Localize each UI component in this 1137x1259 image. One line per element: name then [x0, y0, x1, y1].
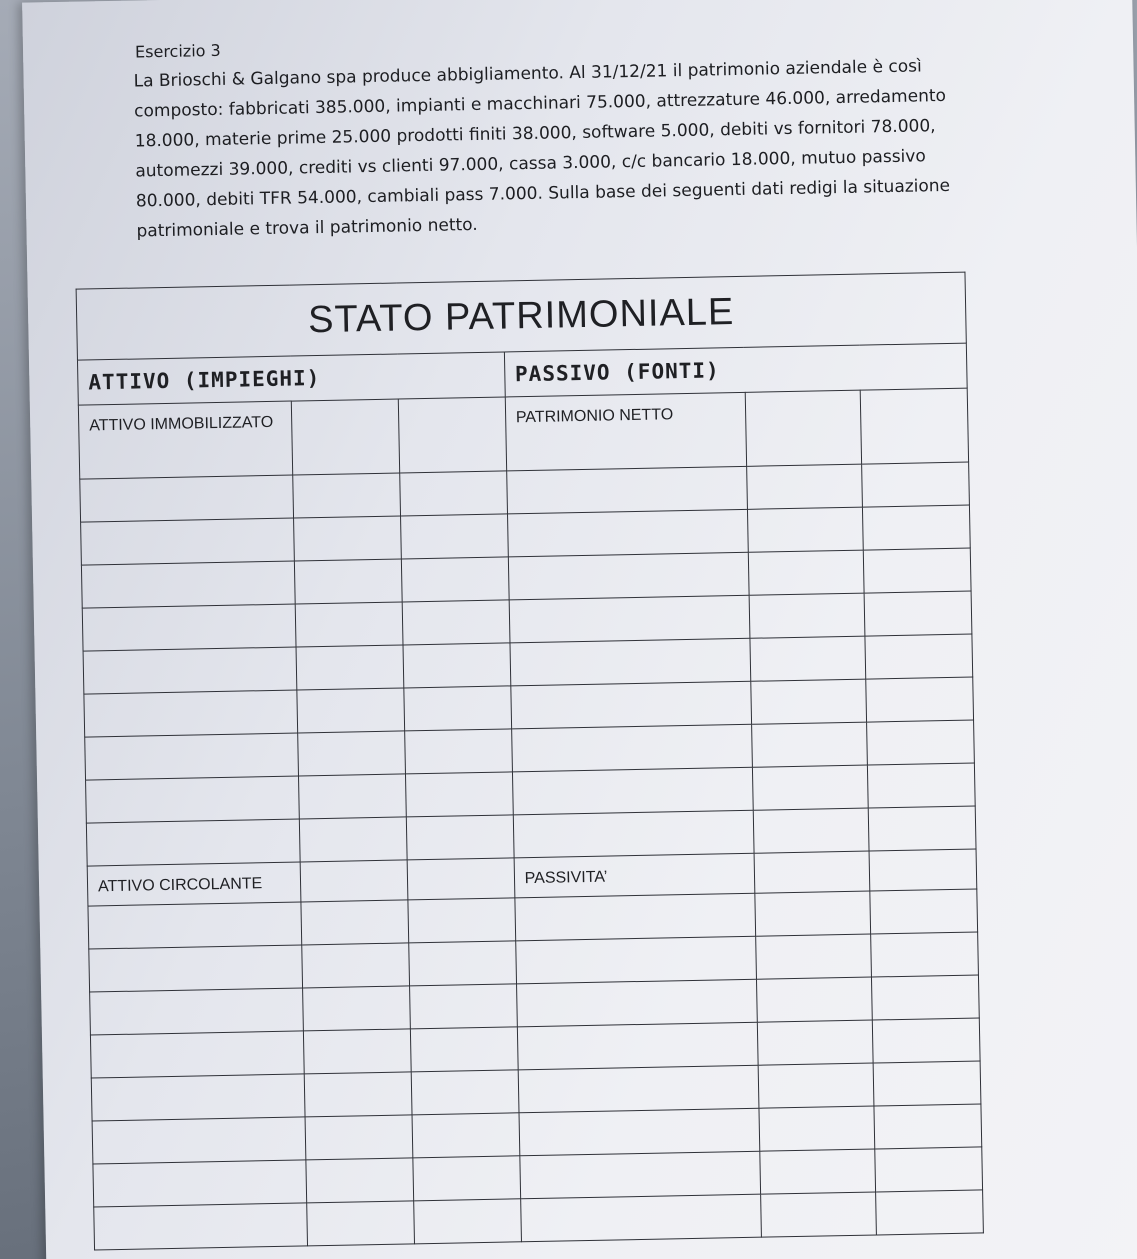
blank-cell[interactable] — [305, 1115, 412, 1160]
blank-cell[interactable] — [89, 945, 303, 992]
blank-cell[interactable] — [406, 815, 513, 860]
blank-cell[interactable] — [409, 941, 516, 986]
blank-cell[interactable] — [401, 514, 508, 559]
blank-cell[interactable] — [864, 591, 972, 636]
blank-cell[interactable] — [511, 724, 752, 772]
blank-cell[interactable] — [758, 1063, 874, 1108]
blank-cell[interactable] — [92, 1117, 306, 1164]
blank-cell[interactable] — [296, 645, 403, 690]
blank-cell[interactable] — [752, 765, 868, 810]
blank-cell[interactable] — [509, 595, 750, 643]
blank-cell[interactable] — [876, 1190, 984, 1235]
blank-cell[interactable] — [873, 1061, 981, 1106]
blank-cell[interactable] — [750, 679, 866, 724]
blank-cell[interactable] — [303, 986, 410, 1031]
blank-cell[interactable] — [515, 936, 756, 984]
blank-cell[interactable] — [301, 860, 408, 902]
blank-cell[interactable] — [90, 1031, 304, 1078]
blank-cell[interactable] — [402, 600, 509, 645]
blank-cell[interactable] — [754, 851, 870, 893]
blank-cell[interactable] — [517, 1022, 758, 1070]
blank-cell[interactable] — [755, 934, 871, 979]
attivo-circolante-label: ATTIVO CIRCOLANTE — [87, 862, 301, 906]
blank-cell[interactable] — [90, 988, 304, 1035]
blank-cell[interactable] — [519, 1108, 760, 1156]
blank-cell[interactable] — [411, 1070, 518, 1115]
blank-cell[interactable] — [862, 462, 970, 507]
blank-cell[interactable] — [520, 1151, 761, 1199]
blank-cell[interactable] — [864, 548, 972, 593]
blank-cell[interactable] — [860, 388, 968, 464]
blank-cell[interactable] — [405, 729, 512, 774]
blank-cell[interactable] — [874, 1104, 982, 1149]
blank-cell[interactable] — [80, 475, 294, 522]
blank-cell[interactable] — [85, 733, 299, 780]
blank-cell[interactable] — [81, 561, 295, 608]
blank-cell[interactable] — [869, 806, 977, 851]
blank-cell[interactable] — [745, 390, 862, 466]
blank-cell[interactable] — [866, 677, 974, 722]
blank-cell[interactable] — [298, 731, 405, 776]
blank-cell[interactable] — [506, 466, 747, 514]
exercise-text: La Brioschi & Galgano spa produce abbigliamento. Al 31/12/21 il patrimonio aziendale è così composto: fabbricati 385.000, impianti e macchinari 75.000, attrezzature 46.000, arredamento 18.000, materie prime 25.000 prodotti finiti 38.000, software 5.000, debiti vs fornitori 78.000, automezzi 39.000, crediti vs clienti 97.000, cassa 3.000, c/c bancario 18.000, mutuo passivo 80.000, debiti TFR 54.000, cambiali pass 7.000. Sulla base dei seguenti dati redigi la situazione patrimoniale e trova il patrimonio netto. — [133, 56, 951, 242]
blank-cell[interactable] — [302, 943, 409, 988]
blank-cell[interactable] — [863, 505, 971, 550]
blank-cell[interactable] — [747, 507, 863, 552]
blank-cell[interactable] — [94, 1203, 308, 1250]
blank-cell[interactable] — [865, 634, 973, 679]
blank-cell[interactable] — [513, 810, 754, 858]
attivo-header: ATTIVO (IMPIEGHI) — [77, 352, 504, 405]
blank-cell[interactable] — [296, 602, 403, 647]
blank-cell[interactable] — [81, 518, 295, 565]
blank-cell[interactable] — [82, 604, 296, 651]
blank-cell[interactable] — [400, 471, 507, 516]
blank-cell[interactable] — [412, 1113, 519, 1158]
blank-cell[interactable] — [299, 774, 406, 819]
blank-cell[interactable] — [86, 776, 300, 823]
blank-cell[interactable] — [756, 977, 872, 1022]
blank-cell[interactable] — [307, 1201, 414, 1246]
blank-cell[interactable] — [413, 1156, 520, 1201]
worksheet-page — [22, 0, 1137, 1259]
blank-cell[interactable] — [507, 509, 748, 557]
blank-cell[interactable] — [294, 516, 401, 561]
blank-cell[interactable] — [512, 767, 753, 815]
attivo-immobilizzato-label: ATTIVO IMMOBILIZZATO — [78, 401, 293, 479]
blank-cell[interactable] — [91, 1074, 305, 1121]
blank-cell[interactable] — [757, 1020, 873, 1065]
blank-cell[interactable] — [403, 643, 510, 688]
blank-cell[interactable] — [408, 898, 515, 943]
blank-cell[interactable] — [872, 975, 980, 1020]
blank-cell[interactable] — [867, 720, 975, 765]
balance-sheet-table — [76, 272, 984, 1251]
exercise-title: Esercizio 3 — [134, 40, 221, 62]
blank-cell[interactable] — [518, 1065, 759, 1113]
balance-sheet-title: STATO PATRIMONIALE — [76, 272, 966, 360]
blank-cell[interactable] — [86, 819, 300, 866]
blank-cell[interactable] — [873, 1018, 981, 1063]
blank-cell[interactable] — [753, 808, 869, 853]
blank-cell[interactable] — [511, 681, 752, 729]
blank-cell[interactable] — [398, 397, 506, 473]
blank-cell[interactable] — [515, 893, 756, 941]
passivo-header: PASSIVO (FONTI) — [504, 343, 967, 397]
blank-cell[interactable] — [401, 557, 508, 602]
blank-cell[interactable] — [871, 932, 979, 977]
blank-cell[interactable] — [406, 772, 513, 817]
blank-cell[interactable] — [508, 552, 749, 600]
blank-cell[interactable] — [414, 1199, 521, 1244]
blank-cell[interactable] — [760, 1149, 876, 1194]
blank-cell[interactable] — [520, 1194, 761, 1242]
blank-cell[interactable] — [300, 817, 407, 862]
blank-cell[interactable] — [410, 984, 517, 1029]
blank-cell[interactable] — [870, 889, 978, 934]
blank-cell[interactable] — [868, 763, 976, 808]
blank-cell[interactable] — [306, 1158, 413, 1203]
blank-cell[interactable] — [295, 559, 402, 604]
blank-cell[interactable] — [750, 636, 866, 681]
blank-cell[interactable] — [746, 464, 862, 509]
blank-cell[interactable] — [759, 1106, 875, 1151]
patrimonio-netto-label: PATRIMONIO NETTO — [505, 392, 746, 471]
blank-cell[interactable] — [410, 1027, 517, 1072]
blank-cell[interactable] — [751, 722, 867, 767]
blank-cell[interactable] — [407, 858, 514, 900]
blank-cell[interactable] — [84, 690, 298, 737]
blank-cell[interactable] — [869, 849, 976, 891]
blank-cell[interactable] — [297, 688, 404, 733]
blank-cell[interactable] — [305, 1072, 412, 1117]
blank-cell[interactable] — [293, 473, 400, 518]
blank-cell[interactable] — [292, 399, 400, 475]
blank-cell[interactable] — [760, 1192, 876, 1237]
blank-cell[interactable] — [875, 1147, 983, 1192]
blank-cell[interactable] — [88, 902, 302, 949]
blank-cell[interactable] — [83, 647, 297, 694]
blank-cell[interactable] — [93, 1160, 307, 1207]
passivita-label: PASSIVITA’ — [514, 853, 755, 898]
blank-cell[interactable] — [755, 891, 871, 936]
blank-cell[interactable] — [304, 1029, 411, 1074]
blank-cell[interactable] — [404, 686, 511, 731]
blank-cell[interactable] — [516, 979, 757, 1027]
blank-cell[interactable] — [749, 593, 865, 638]
blank-cell[interactable] — [510, 638, 751, 686]
blank-cell[interactable] — [748, 550, 864, 595]
blank-cell[interactable] — [301, 900, 408, 945]
